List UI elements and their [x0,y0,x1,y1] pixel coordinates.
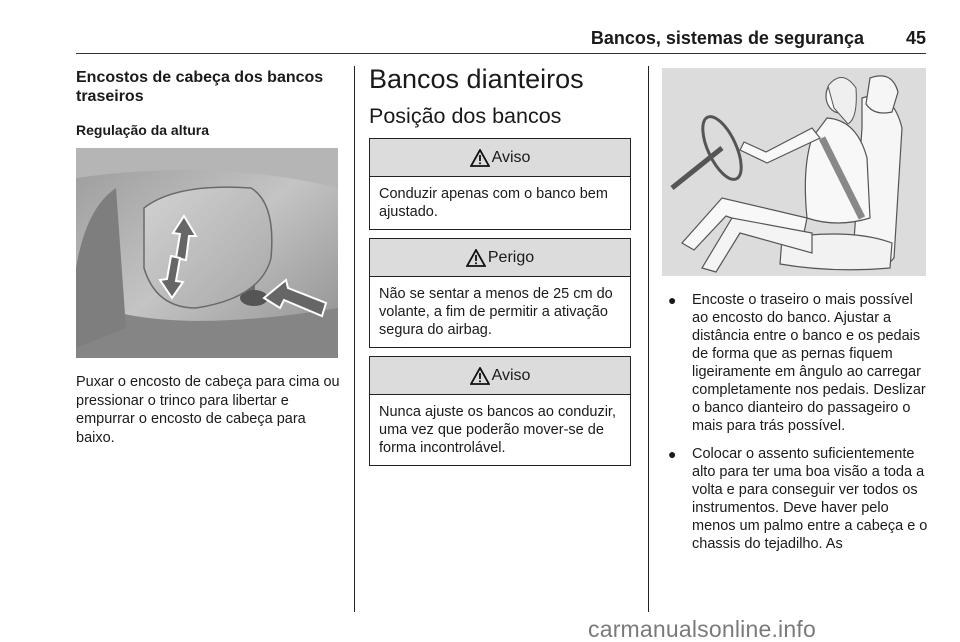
column-divider-right [648,66,649,612]
watermark-text: carmanualsonline.info [588,616,816,642]
notice-box-warning-2 [369,356,631,466]
list-item [668,445,930,553]
headrest-illustration-svg [76,148,338,358]
subheading-height-adjustment: Regulação da altura [76,122,210,138]
list-item [668,291,930,435]
headrest-instructions: Puxar o encosto de cabeça para cima ou pressionar o trinco para libertar e empurrar o encosto de cabeça para baixo. [76,374,340,446]
page-header [76,24,926,54]
notice-text: Nunca ajuste os bancos ao conduzir, uma vez que poderão mover-se de forma incontrolável. [379,404,616,456]
list-item-text: Encoste o traseiro o mais possível ao encosto do banco. Ajustar a distância entre o banco e os pedais de forma que as pernas fiquem ligeiramente em ângulo ao carregar completamente nos pedais. Deslizar o banco dianteiro do passageiro o mais para trás possível. [692,292,926,434]
notice-title: Perigo [487,248,535,266]
notice-header [370,357,630,395]
section-heading-front-seats: Bancos dianteiros [369,64,584,94]
bullet-icon: ● [668,292,677,308]
headrest-adjustment-illustration [76,148,338,358]
notice-box-warning-1 [369,138,631,230]
list-item-text: Colocar o assento suficientemente alto para ter uma boa visão a toda a volta e para conseguir ver todos os instrumentos. Deve haver pelo menos um palmo entre a cabeça e o chassis do tejadilho. As [692,446,928,552]
notice-box-danger [369,238,631,348]
notice-title: Aviso [491,366,531,384]
page-number: 45 [905,28,926,48]
section-title: Bancos, sistemas de segurança [590,28,864,48]
warning-triangle-icon [466,249,486,267]
column-divider-left [354,66,355,612]
notice-text: Não se sentar a menos de 25 cm do volante, a fim de permitir a ativação segura do airbag. [379,286,613,338]
notice-title: Aviso [491,148,531,166]
driver-seat-position-illustration [662,68,926,276]
bullet-icon: ● [668,446,677,462]
notice-header [370,239,630,277]
seat-adjustment-bullet-list [668,291,930,563]
section-heading-rear-headrests: Encostos de cabeça dos bancos traseiros [76,69,324,105]
seat-illustration-svg [662,68,926,276]
warning-triangle-icon [470,367,490,385]
notice-text: Conduzir apenas com o banco bem ajustado. [379,186,608,220]
subheading-seat-position: Posição dos bancos [369,104,562,128]
notice-header [370,139,630,177]
warning-triangle-icon [470,149,490,167]
